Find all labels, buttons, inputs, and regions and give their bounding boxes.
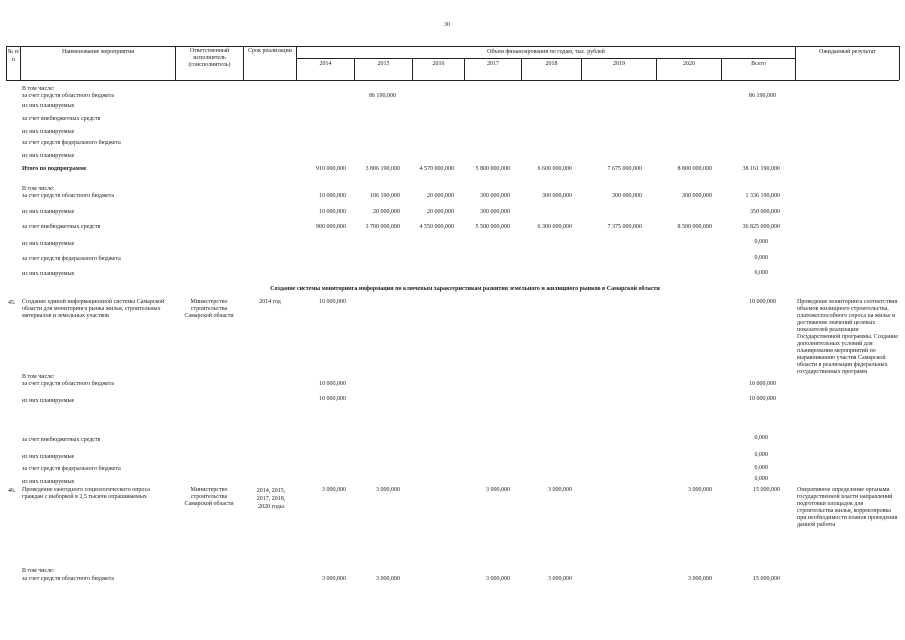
cell-value: 0,000 [754, 465, 768, 471]
cell-value: 10 000,000 [319, 381, 346, 387]
cell-value: 0,000 [754, 255, 768, 261]
cell-value: 20 000,000 [373, 209, 400, 215]
cell-value: 3 000,000 [376, 576, 400, 582]
header-col-financing: Объем финансирования по годам, тыс. рублей [487, 49, 605, 55]
cell-value: 10 000,000 [749, 299, 776, 305]
row-label: за счет внебюджетных средств [22, 224, 101, 230]
header-year: 2017 [487, 61, 499, 67]
row-label: из них планируемые [22, 153, 75, 159]
cell-value: 106 190,000 [370, 193, 400, 199]
subtotal-value: 4 570 000,000 [419, 166, 454, 172]
row-label: В том числе: [22, 186, 55, 192]
cell-value: 3 000,000 [688, 487, 712, 493]
subtotal-value: 3 806 190,000 [365, 166, 400, 172]
cell-value: 6 300 000,000 [537, 224, 572, 230]
row-label: из них планируемые [22, 398, 75, 404]
cell-value: 10 000,000 [319, 299, 346, 305]
row-label: из них планируемые [22, 271, 75, 277]
row-label: за счет внебюджетных средств [22, 116, 101, 122]
cell-value: 20 000,000 [427, 209, 454, 215]
cell-value: 3 000,000 [486, 487, 510, 493]
row-label: за счет средств областного бюджета [22, 576, 115, 582]
table-header-bottom-border [6, 80, 899, 81]
col-divider [899, 46, 900, 80]
header-col-number: № п/п [7, 49, 20, 63]
cell-value: 900 000,000 [316, 224, 346, 230]
header-year: 2016 [432, 61, 445, 67]
row-label: из них планируемые [22, 209, 75, 215]
cell-value: 3 000,000 [376, 487, 400, 493]
cell-value: 20 000,000 [427, 193, 454, 199]
header-year: 2014 [319, 61, 332, 67]
cell-value: 300 000,000 [480, 209, 510, 215]
header-col-result: Ожидаемый результат [819, 49, 876, 55]
cell-value: 15 000,000 [753, 576, 780, 582]
header-col-term: Срок реализации [248, 48, 292, 54]
header-year: 2020 [683, 61, 695, 67]
row-label: В том числе: [22, 374, 55, 380]
section-title: Создание системы мониторинга информации по ключевым характеристикам развития земельного и жилищного рынков в Самарской области [270, 286, 660, 292]
cell-value: 0,000 [754, 239, 768, 245]
cell-value: 3 000,000 [688, 576, 712, 582]
cell-value: 300 000,000 [480, 193, 510, 199]
table-top-border [6, 46, 899, 47]
cell-value: 3 000,000 [548, 487, 572, 493]
row-label: В том числе: [22, 568, 55, 574]
cell-value: 10 000,000 [319, 396, 346, 402]
cell-value: 0,000 [754, 452, 768, 458]
header-col-name: Наименование мероприятия [61, 49, 135, 55]
item-term: 2014, 2015, 2017, 2018, 2020 годы [256, 488, 286, 510]
subtotal-value: 8 800 000,000 [677, 166, 712, 172]
cell-value: 10 000,000 [319, 209, 346, 215]
row-label: за счет средств областного бюджета [22, 93, 115, 99]
row-label: из них планируемые [22, 103, 75, 109]
cell-value: 15 000,000 [753, 487, 780, 493]
row-label: из них планируемые [22, 479, 75, 485]
cell-value: 3 000,000 [548, 576, 572, 582]
row-label: из них планируемые [22, 454, 75, 460]
item-number: 45. [8, 300, 16, 306]
cell-value: 36 825 000,000 [742, 224, 780, 230]
header-year: Всего [751, 61, 766, 67]
item-name: Создание единой информационной системы Самарской области для мониторинга рынка жилья, строительных материалов и земельных участков [22, 299, 165, 319]
cell-value: 4 550 000,000 [419, 224, 454, 230]
cell-value: 1 336 190,000 [745, 193, 780, 199]
row-label: за счет средств областного бюджета [22, 381, 115, 387]
cell-value: 7 375 000,000 [607, 224, 642, 230]
header-year: 2015 [377, 61, 390, 67]
item-expected-result: Проведение мониторинга соответствия объемов жилищного строительства, платежеспособного спроса на жилье и достижение значений целевых показателей реализации Государственной программы. Создание дополнительных условий для планирования мероприятий по выравниванию участия Самарской области в реализации федеральных государственных программ [797, 299, 898, 375]
subtotal-value: 6 600 000,000 [537, 166, 572, 172]
cell-value: 3 700 000,000 [365, 224, 400, 230]
cell-value: 300 000,000 [542, 193, 572, 199]
cell-value: 3 000,000 [486, 576, 510, 582]
cell-value: 10 000,000 [749, 381, 776, 387]
row-label: за счет средств федерального бюджета [22, 466, 121, 472]
item-name: Проведение ежегодного социологического опроса граждан с выборкой в 2,5 тысячи опрашиваемых [22, 487, 150, 500]
cell-value: 10 000,000 [319, 193, 346, 199]
item-expected-result: Оперативное определение органами государственной власти направлений подготовки площадок для строительства жилья, корректировка при необходимости планов проведения данной работы [797, 487, 898, 528]
row-label: за счет внебюджетных средств [22, 437, 101, 443]
item-term: 2014 год [259, 299, 281, 305]
cell-value: 300 000,000 [612, 193, 642, 199]
cell-value: 5 500 000,000 [475, 224, 510, 230]
item-responsible: Министерство строительства Самарской области [184, 487, 234, 507]
subtotal-value: 38 161 190,000 [742, 166, 780, 172]
cell-value: 86 190,000 [369, 93, 396, 99]
cell-value: 300 000,000 [682, 193, 712, 199]
cell-value: 0,000 [754, 476, 768, 482]
header-year: 2019 [613, 61, 625, 67]
cell-value: 8 500 000,000 [677, 224, 712, 230]
header-col-responsible: Ответственный исполнитель (соисполнитель) [188, 48, 231, 68]
subtotal-value: 910 000,000 [316, 166, 346, 172]
row-label: за счет средств федерального бюджета [22, 140, 121, 146]
cell-value: 0,000 [754, 270, 768, 276]
row-label: за счет средств областного бюджета [22, 193, 115, 199]
cell-value: 3 000,000 [322, 487, 346, 493]
subtotal-value: 5 800 000,000 [475, 166, 510, 172]
row-label: за счет средств федерального бюджета [22, 256, 121, 262]
row-label: В том числе: [22, 86, 55, 92]
header-year: 2018 [545, 61, 558, 67]
page-number: 30 [444, 22, 450, 28]
cell-value: 350 000,000 [750, 209, 780, 215]
cell-value: 0,000 [754, 435, 768, 441]
row-label: из них планируемые [22, 241, 75, 247]
subtotal-label: Итого по подпрограмме [22, 166, 87, 172]
subtotal-value: 7 675 000,000 [607, 166, 642, 172]
cell-value: 3 000,000 [322, 576, 346, 582]
row-label: из них планируемые [22, 129, 75, 135]
cell-value: 10 000,000 [749, 396, 776, 402]
cell-value: 86 190,000 [749, 93, 776, 99]
item-number: 46. [8, 488, 16, 494]
item-responsible: Министерство строительства Самарской области [184, 299, 234, 319]
